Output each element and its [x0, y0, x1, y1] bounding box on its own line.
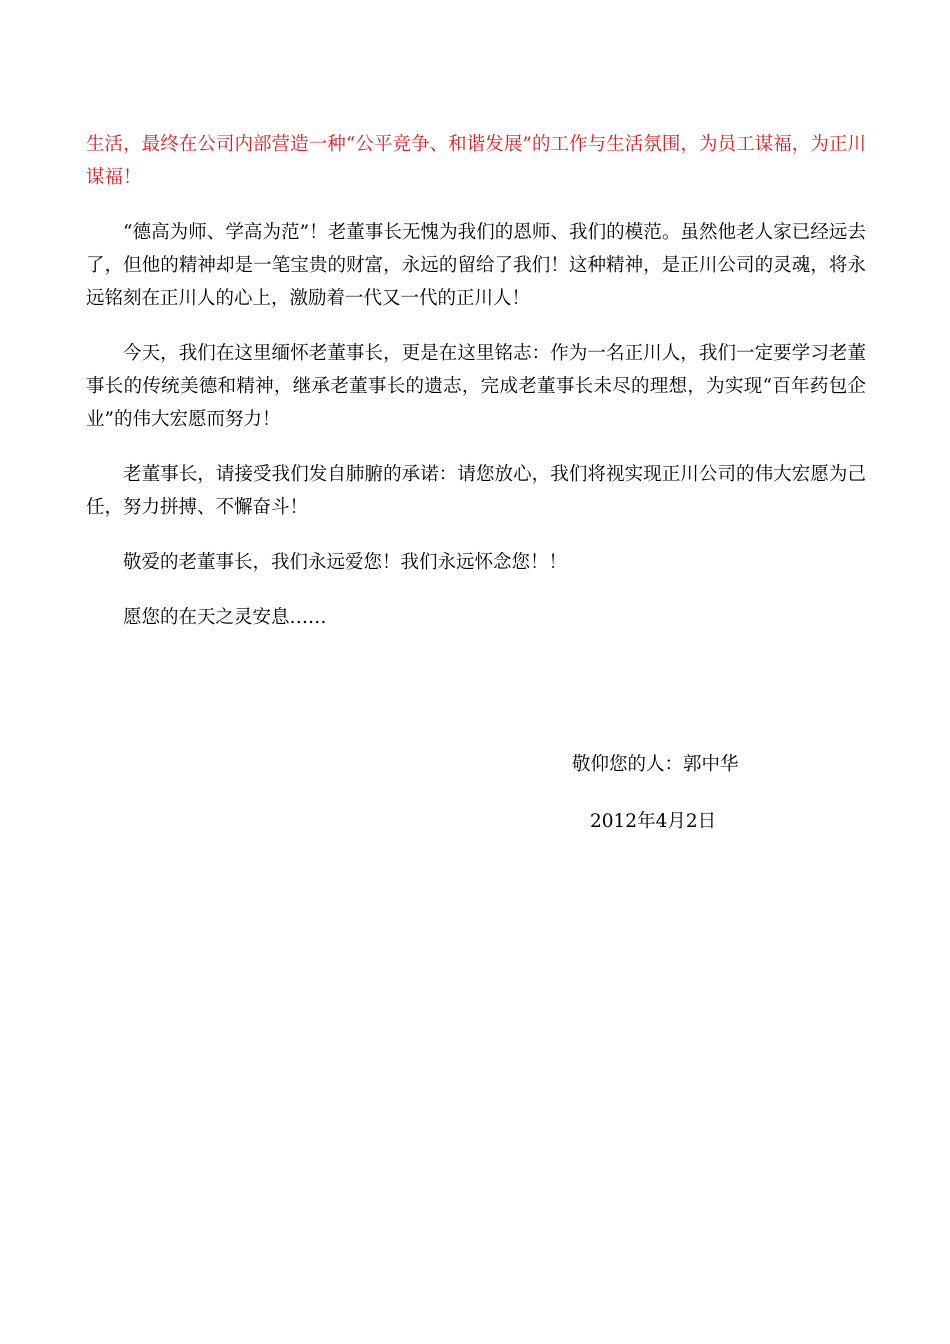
paragraph-continuation: 生活，最终在公司内部营造一种“公平竞争、和谐发展”的工作与生活氛围，为员工谋福，为正川谋福！	[86, 134, 866, 188]
signature-date: 2012年4月2日	[590, 811, 717, 832]
paragraph-tribute: “德高为师、学高为范”！老董事长无愧为我们的恩师、我们的模范。虽然他老人家已经远去了，但他的精神却是一笔宝贵的财富，永远的留给了我们！这种精神，是正川公司的灵魂，将永远铭刻在正川人的心上，激励着一代又一代的正川人！	[86, 222, 866, 309]
signature: 敬仰您的人：郭中华	[572, 754, 739, 775]
paragraph-resolution: 今天，我们在这里缅怀老董事长，更是在这里铭志：作为一名正川人，我们一定要学习老董事长的传统美德和精神，继承老董事长的遗志，完成老董事长未尽的理想，为实现“百年药包企业”的伟大宏愿而努力！	[86, 343, 866, 430]
paragraph-promise: 老董事长，请接受我们发自肺腑的承诺：请您放心，我们将视实现正川公司的伟大宏愿为己任，努力拼搏、不懈奋斗！	[86, 464, 866, 518]
closing-line-love: 敬爱的老董事长，我们永远爱您！我们永远怀念您！！	[123, 552, 568, 573]
closing-line-rest: 愿您的在天之灵安息……	[123, 607, 327, 628]
document-body	[86, 128, 866, 656]
